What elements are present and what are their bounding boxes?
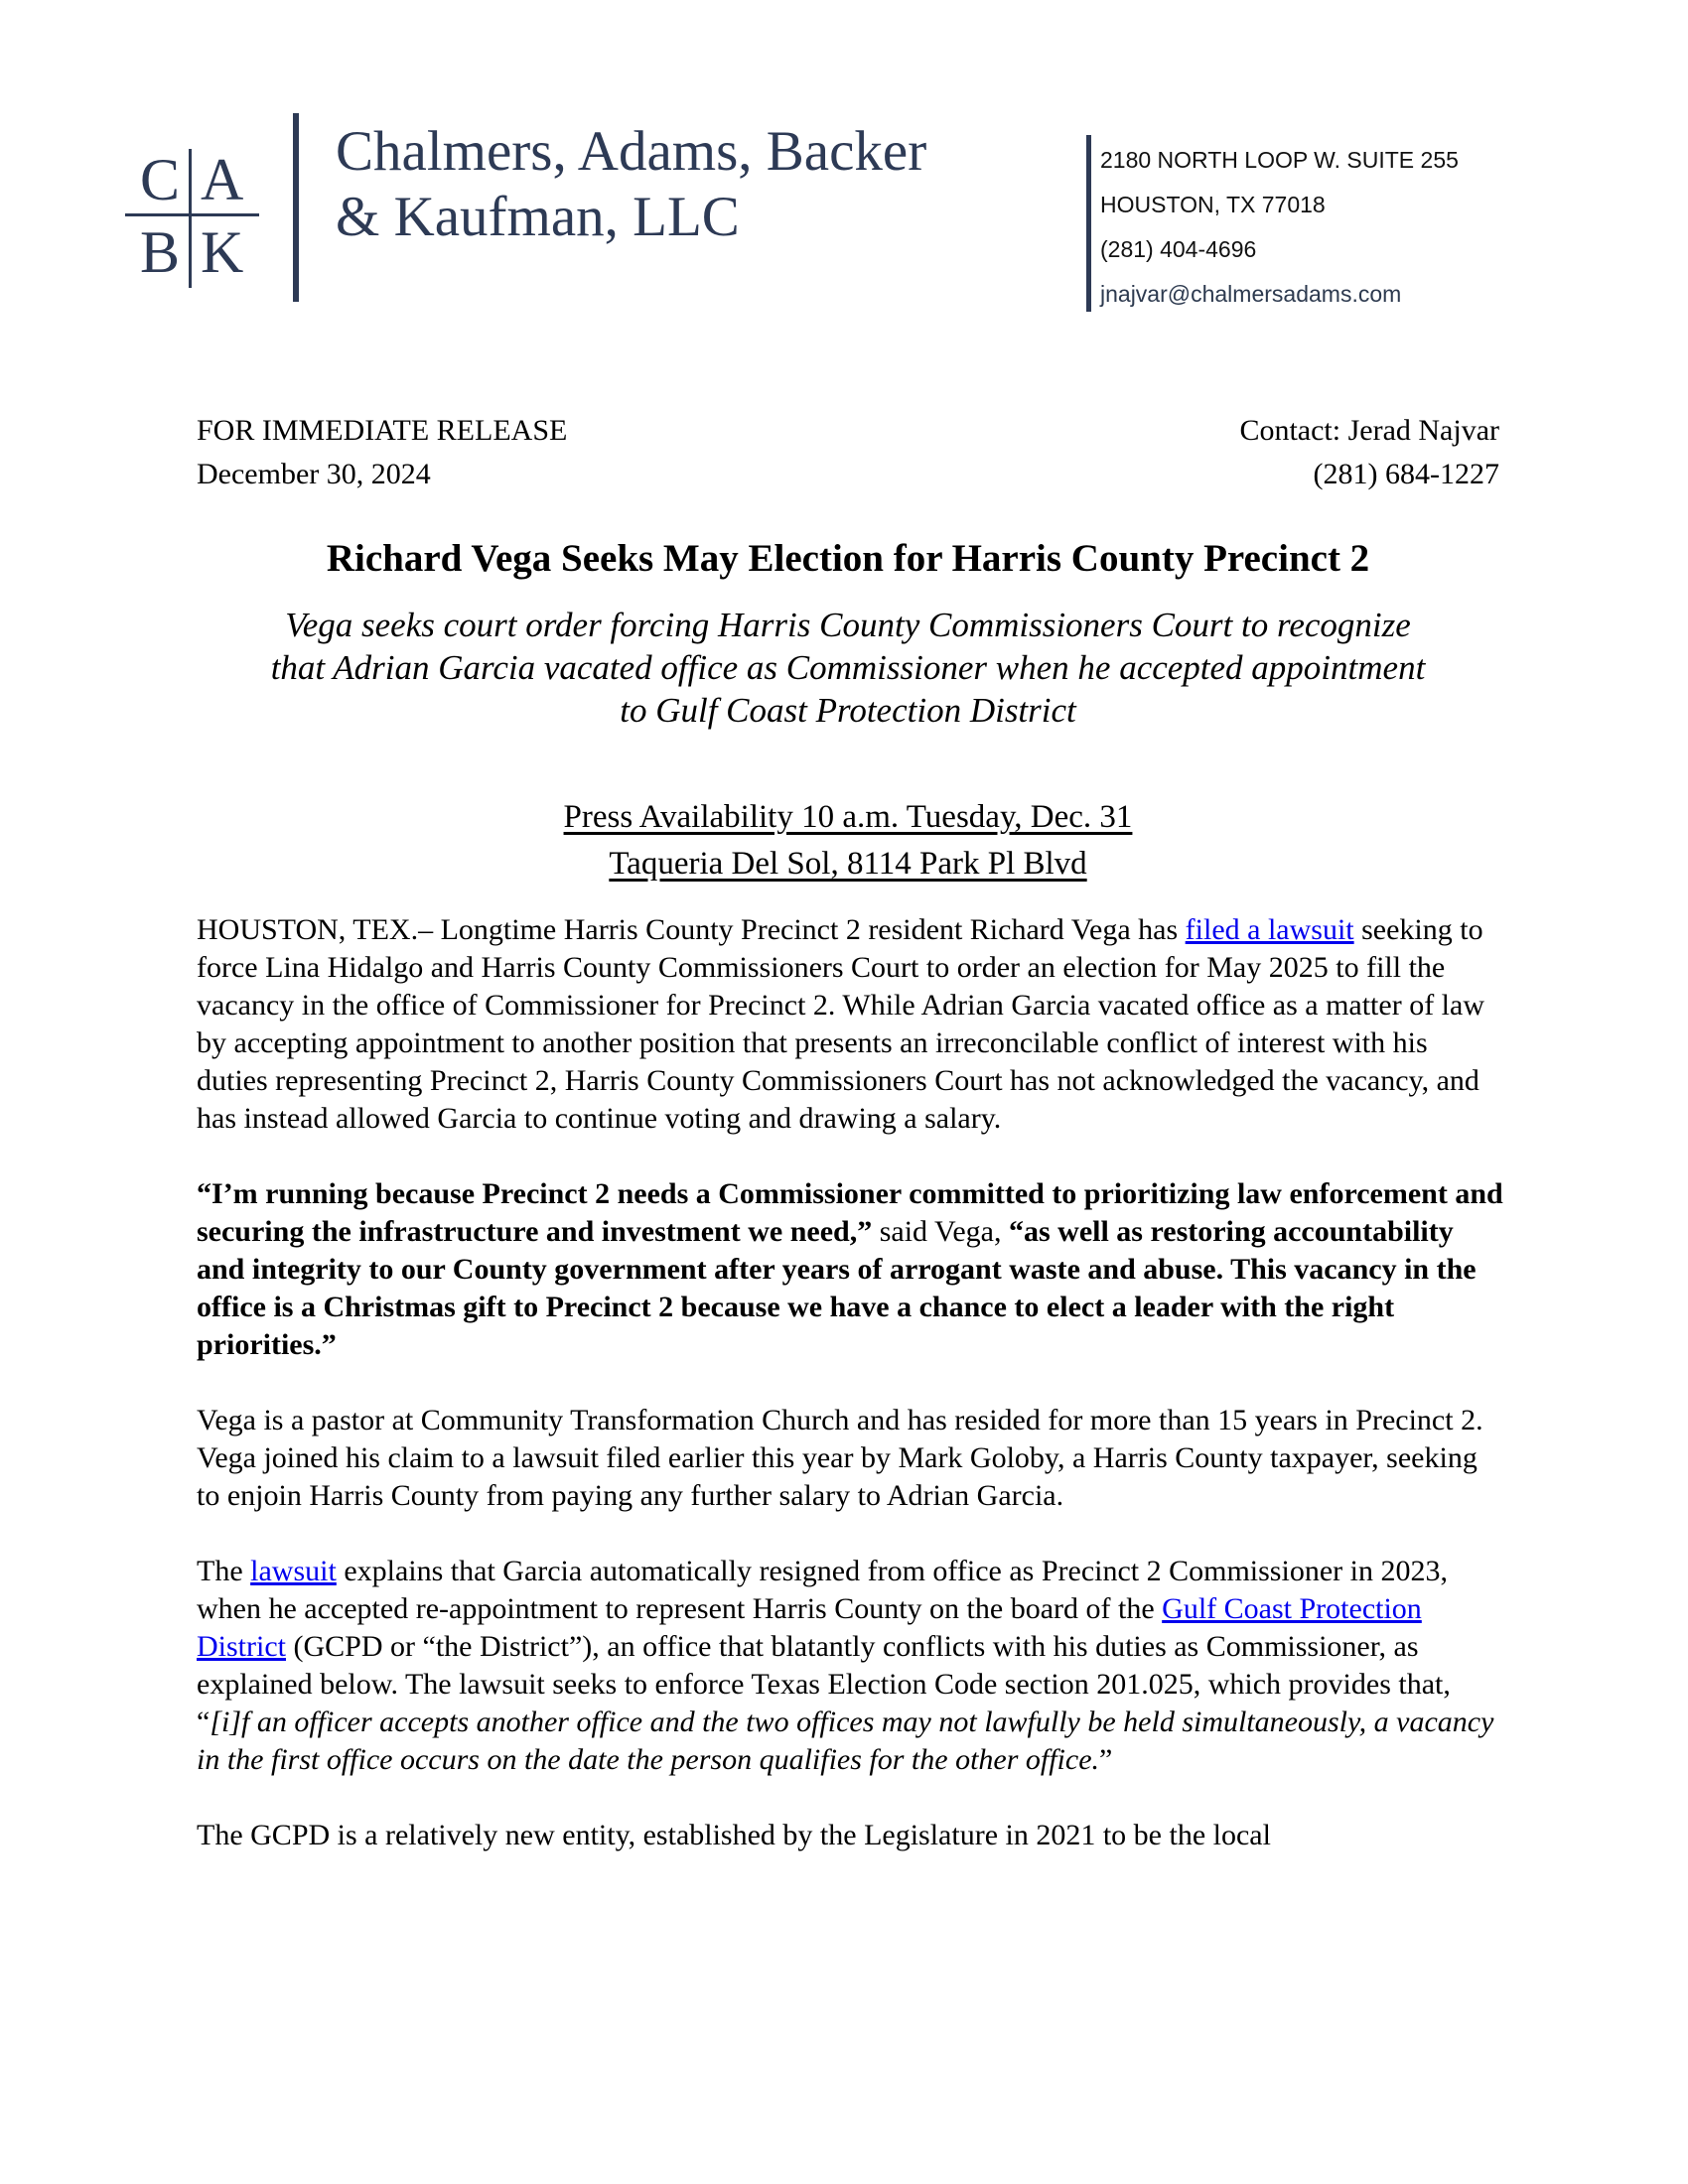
firm-logo: [125, 149, 259, 288]
contact-divider-bar: [1086, 135, 1091, 312]
press-availability-line: Press Availability 10 a.m. Tuesday, Dec. 31: [563, 799, 1133, 835]
logo-letter: C: [125, 149, 192, 216]
text-segment: Vega is a pastor at Community Transformation Church and has resided for more than 15 years in Precinct 2. Vega joined his claim to a lawsuit filed earlier this year by Mark Goloby, a Harris County taxpayer, seeking to enjoin Harris County from paying any further salary to Adrian Garcia.: [197, 1404, 1483, 1512]
body-text: [197, 911, 1505, 1892]
text-segment: “as well as restoring accountability and integrity to our County government after years of arrogant waste and abuse. This vacancy in the office is a Christmas gift to Precinct 2 because we have a chance to elect a leader with the right priorities.”: [197, 1215, 1477, 1361]
hyperlink[interactable]: Gulf Coast Protection District: [197, 1592, 1422, 1663]
contact-line: (281) 404-4696: [1100, 236, 1257, 262]
firm-name-line: & Kaufman, LLC: [336, 186, 740, 248]
subheadline-line: Vega seeks court order forcing Harris County Commissioners Court to recognize: [285, 606, 1411, 644]
release-contact-block: [1239, 409, 1499, 496]
body-paragraph: [197, 1402, 1505, 1515]
text-segment: The: [197, 1555, 251, 1587]
release-date-block: [197, 409, 567, 496]
text-segment: HOUSTON, TEX.– Longtime Harris County Precinct 2 resident Richard Vega has: [197, 913, 1186, 946]
release-line: December 30, 2024: [197, 458, 431, 490]
subheadline-line: to Gulf Coast Protection District: [620, 691, 1076, 730]
logo-letter: B: [125, 216, 192, 288]
contact-line: HOUSTON, TX 77018: [1100, 192, 1326, 217]
logo-letter: A: [192, 149, 259, 216]
press-availability: [197, 794, 1499, 887]
hyperlink[interactable]: lawsuit: [250, 1555, 337, 1587]
release-info-row: [197, 409, 1499, 496]
release-line: FOR IMMEDIATE RELEASE: [197, 414, 568, 447]
contact-line: jnajvar@chalmersadams.com: [1100, 281, 1402, 307]
text-segment: [i]f an officer accepts another office and the two offices may not lawfully be held simultaneously, a vacancy in the first office occurs on the date the person qualifies for the other office.: [197, 1706, 1494, 1776]
body-paragraph: [197, 911, 1505, 1138]
contact-line: 2180 NORTH LOOP W. SUITE 255: [1100, 147, 1459, 173]
contact-line: (281) 684-1227: [1313, 458, 1499, 490]
text-segment: (GCPD or “the District”), an office that blatantly conflicts with his duties as Commissioner, as explained below. The lawsuit seeks to enforce Texas Election Code section 201.025, which provides that, “: [197, 1630, 1451, 1738]
press-availability-line: Taqueria Del Sol, 8114 Park Pl Blvd: [609, 846, 1087, 882]
firm-name-line: Chalmers, Adams, Backer: [336, 120, 927, 183]
contact-block: [1100, 138, 1459, 317]
text-segment: The GCPD is a relatively new entity, established by the Legislature in 2021 to be the local: [197, 1819, 1271, 1851]
subheadline-line: that Adrian Garcia vacated office as Commissioner when he accepted appointment: [270, 648, 1426, 687]
body-paragraph: [197, 1817, 1505, 1854]
headline: Richard Vega Seeks May Election for Harris County Precinct 2: [326, 537, 1370, 580]
text-segment: explains that Garcia automatically resigned from office as Precinct 2 Commissioner in 2023, when he accepted re-appointment to represent Harris County on the board of the: [197, 1555, 1448, 1625]
text-segment: ”: [1099, 1743, 1113, 1776]
logo-letter: K: [201, 219, 244, 285]
body-paragraph: [197, 1175, 1505, 1364]
logo-divider-bar: [293, 113, 299, 302]
text-segment: seeking to force Lina Hidalgo and Harris County Commissioners Court to order an election for May 2025 to fill the vacancy in the office of Commissioner for Precinct 2. While Adrian Garcia vacated office as a matter of law by accepting appointment to another position that presents an irreconcilable conflict of interest with his duties representing Precinct 2, Harris County Commissioners Court has not acknowledged the vacancy, and has instead allowed Garcia to continue voting and drawing a salary.: [197, 913, 1485, 1135]
contact-line: Contact: Jerad Najvar: [1239, 414, 1499, 447]
text-segment: “I’m running because Precinct 2 needs a Commissioner committed to prioritizing law enforcement and securing the infrastructure and investment we need,”: [197, 1177, 1503, 1248]
body-paragraph: [197, 1553, 1505, 1779]
firm-name: [336, 119, 926, 250]
hyperlink[interactable]: filed a lawsuit: [1185, 913, 1354, 946]
subheadline: [159, 604, 1537, 732]
text-segment: said Vega,: [872, 1215, 1009, 1248]
